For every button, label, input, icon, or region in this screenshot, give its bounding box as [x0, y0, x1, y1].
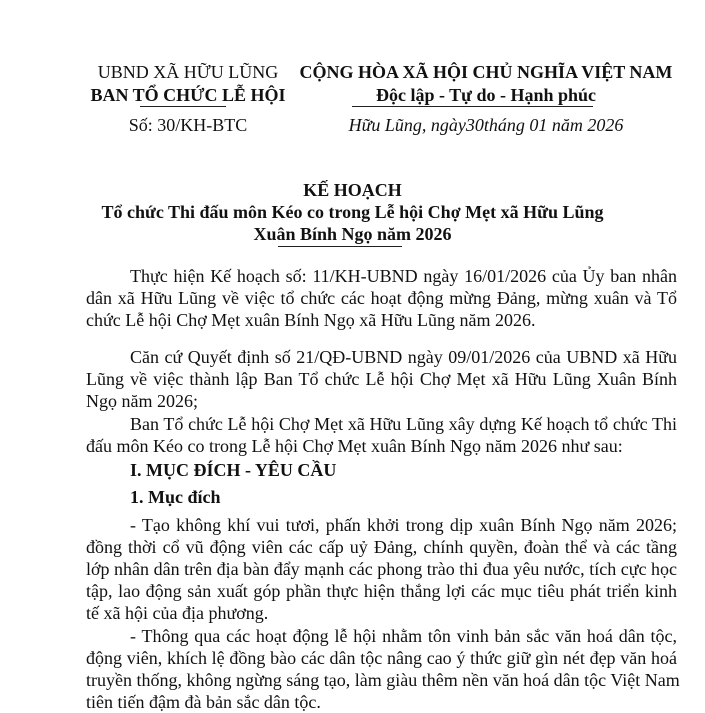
- text-line: - Tạo không khí vui tươi, phấn khởi trong dịp xuân Bính Ngọ năm 2026;: [130, 515, 677, 535]
- text-line: truyền thống, không ngừng sáng tạo, làm giàu thêm nền văn hoá dân tộc Việt Nam: [86, 670, 680, 690]
- text-line: lớp nhân dân trên địa bàn đẩy mạnh các phong trào thi đua yêu nước, tích cực học: [86, 559, 677, 579]
- document-number: Số: 30/KH-BTC: [128, 115, 248, 135]
- text-line: đồng thời cổ vũ động viên các cấp uỷ Đảng, chính quyền, đoàn thể và các tầng: [86, 537, 677, 557]
- title-subtitle-line1: Tổ chức Thi đấu môn Kéo co trong Lễ hội Chợ Mẹt xã Hữu Lũng: [101, 202, 604, 222]
- authority-name: UBND XÃ HỮU LŨNG: [97, 62, 279, 82]
- text-line: tế xã hội của địa phương.: [86, 603, 269, 623]
- text-line: Thực hiện Kế hoạch số: 11/KH-UBND ngày 16/01/2026 của Ủy ban nhân: [130, 266, 677, 286]
- subsection-heading: 1. Mục đích: [130, 487, 221, 507]
- title-main: KẾ HOẠCH: [303, 180, 402, 200]
- text-line: động viên, khích lệ đồng bào các dân tộc nâng cao ý thức giữ gìn nét đẹp văn hoá: [86, 648, 677, 668]
- text-line: tập, lao động sản xuất góp phần thực hiện thắng lợi các mục tiêu phát triển kinh: [86, 581, 677, 601]
- text-line: Lũng về việc thành lập Ban Tổ chức Lễ hội Chợ Mẹt xã Hữu Lũng Xuân Bính: [86, 369, 677, 389]
- section-heading: I. MỤC ĐÍCH - YÊU CẦU: [130, 460, 337, 480]
- header-left-divider: [140, 106, 226, 107]
- title-subtitle-line2: Xuân Bính Ngọ năm 2026: [253, 224, 452, 244]
- text-line: đấu môn Kéo co trong Lễ hội Chợ Mẹt xuân Bính Ngọ năm 2026 như sau:: [86, 436, 623, 456]
- text-line: chức Lễ hội Chợ Mẹt xuân Bính Ngọ xã Hữu Lũng năm 2026.: [86, 310, 536, 330]
- national-motto: Độc lập - Tự do - Hạnh phúc: [375, 85, 597, 105]
- text-line: Ban Tổ chức Lễ hội Chợ Mẹt xã Hữu Lũng xây dựng Kế hoạch tổ chức Thi: [130, 414, 677, 434]
- motto-underline: [352, 106, 593, 107]
- organization-name: BAN TỔ CHỨC LỄ HỘI: [90, 85, 286, 105]
- text-line: Căn cứ Quyết định số 21/QĐ-UBND ngày 09/01/2026 của UBND xã Hữu: [130, 347, 677, 367]
- place-date: Hữu Lũng, ngày30tháng 01 năm 2026: [348, 115, 624, 135]
- title-underline: [278, 246, 402, 247]
- text-line: tiên tiến đậm đà bản sắc dân tộc.: [86, 692, 321, 712]
- text-line: dân xã Hữu Lũng về việc tổ chức các hoạt động mừng Đảng, mừng xuân và Tổ: [86, 288, 677, 308]
- text-line: - Thông qua các hoạt động lễ hội nhằm tôn vinh bản sắc văn hoá dân tộc,: [130, 626, 677, 646]
- nation-name: CỘNG HÒA XÃ HỘI CHỦ NGHĨA VIỆT NAM: [299, 62, 673, 82]
- text-line: Ngọ năm 2026;: [86, 391, 198, 411]
